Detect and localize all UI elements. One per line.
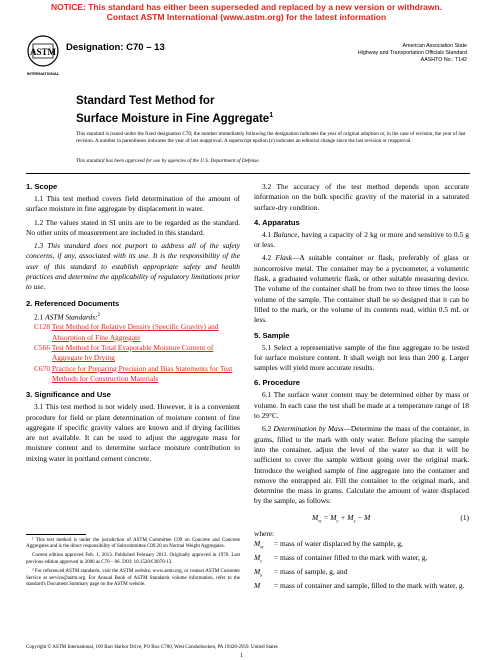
- page-number: 1: [240, 653, 243, 659]
- var-sub: w: [260, 545, 264, 551]
- equation-number: (1): [460, 512, 469, 522]
- right-column: [254, 182, 469, 595]
- flask-term: Flask: [275, 253, 292, 263]
- balance-term: Balance,: [273, 229, 300, 239]
- variable-row: [254, 539, 469, 553]
- para-6-2-text: —Determine the mass of the container, in grams, filled to the mark with only water. Before placing the sample into the container, adjust the level of the water so that it will be sufficient to cover the sample without going over the original mark. Introduce the weighed sample of fine aggregate into the container and remove the entrapped air. Fill the container to the original mark, and determine the mass in grams. Calculate the amount of water displaced by the sample, as follows:: [254, 424, 469, 506]
- reference-item[interactable]: [34, 343, 240, 364]
- reference-code-link[interactable]: C566: [34, 343, 51, 353]
- title-line-2: Surface Moisture in Fine Aggregate: [76, 112, 270, 125]
- reference-list: [26, 322, 240, 384]
- eq-lhs-sub: w: [318, 519, 322, 525]
- footnote-2-mark: 2: [97, 312, 101, 318]
- aashto-line-2: Highway and Transportation Officials Standard: [357, 50, 467, 56]
- para-4-2-num: 4.2: [262, 253, 276, 263]
- logo-wordmark: INTERNATIONAL: [26, 71, 60, 76]
- title-line-1: Standard Test Method for: [76, 95, 215, 107]
- copyright-footer: Copyright © ASTM International, 100 Barr Harbor Drive, PO Box C700, West Conshohocken, PA 19428-2959. United States: [26, 645, 278, 650]
- aashto-line-3: AASHTO No.: T142: [420, 57, 467, 63]
- header-divider: [26, 173, 470, 174]
- para-2-1-num: 2.1: [34, 312, 46, 322]
- reference-item[interactable]: [34, 322, 240, 343]
- aashto-block: [358, 43, 467, 64]
- eq-minus: − M: [355, 512, 371, 522]
- para-4-1-num: 4.1: [262, 229, 274, 239]
- footnote-1: ¹ This test method is under the jurisdiction of ASTM Committee C09 on Concrete and Concrete Aggregates and is the direct responsibility of Subcommittee C09.20 on Normal Weight Aggregates.: [26, 537, 240, 550]
- sponsor-note: This standard has been approved for use by agencies of the U.S. Department of Defense.: [76, 158, 260, 164]
- equation-1: [254, 512, 469, 526]
- para-3-1: 3.1 This test method is not widely used. However, it is a convenient procedure for field or plant determination of moisture content of fine aggregate if specific gravity values are known and if drying facilities are not available. It can be used to adjust the aggregate mass for moisture content and to determine surface moisture contribution to mixing water in portland cement concrete.: [26, 402, 240, 463]
- para-6-1: 6.1 The surface water content may be determined either by mass or volume. In each case the test shall be made at a temperature range of 18 to 29°C.: [254, 390, 469, 421]
- section-3-heading: 3. Significance and Use: [26, 390, 111, 400]
- section-1-heading: 1. Scope: [26, 182, 58, 191]
- para-6-2-num: 6.2: [262, 424, 274, 434]
- reference-code-link[interactable]: C128: [34, 322, 51, 332]
- eq-plus: + M: [338, 512, 354, 522]
- reference-code-link[interactable]: C670: [34, 363, 51, 373]
- astm-logo: [26, 33, 60, 79]
- variable-row: [254, 581, 469, 595]
- footnotes: [26, 534, 240, 589]
- var-description: = mass of water displaced by the sample, g,: [274, 539, 403, 549]
- para-4-2: [254, 253, 469, 325]
- supersession-notice: [0, 2, 493, 22]
- eq-lhs: M: [312, 512, 319, 522]
- eq-sub-s: s: [353, 519, 356, 525]
- footnote-1-edition: Current edition approved Feb. 1, 2013. Published February 2013. Originally approved in 1970. Last previous edition approved in 2006 as C70 – 06. DOI: 10.1520/C0070-13.: [26, 553, 240, 565]
- variable-definitions: [254, 539, 469, 595]
- document-title: [76, 95, 273, 126]
- para-4-1-text: having a capacity of 2 kg or more and sensitive to 0.5 g or less.: [254, 229, 469, 250]
- para-1-3: 1.3 This standard does not purport to address all of the safety concerns, if any, associated with its use. It is the responsibility of the user of this standard to establish appropriate safety and health practices and determine the applicability of regulatory limitations prior to use.: [26, 241, 240, 292]
- where-label: where:: [254, 528, 275, 538]
- para-1-1: 1.1 This test method covers field determination of the amount of surface moisture in fine aggregate by displacement in water.: [26, 194, 240, 214]
- para-3-2: 3.2 The accuracy of the test method depends upon accurate information on the bulk specific gravity of the material in a saturated surface-dry condition.: [254, 182, 469, 212]
- designation: Designation: C70 – 13: [66, 42, 165, 53]
- var-symbol: M: [254, 567, 261, 577]
- reference-title-link[interactable]: Test Method for Relative Density (Specific Gravity) and Absorption of Fine Aggregate: [51, 322, 219, 342]
- mass-method-term: Determination by Mass: [273, 424, 344, 434]
- para-5-1: 5.1 Select a representative sample of the fine aggregate to be tested for surface moisture content. It shall weigh not less than 200 g. Larger samples will yield more accurate results.: [254, 342, 469, 373]
- para-4-2-text: —A suitable container or flask, preferably of glass or noncorrosive metal. The container may be a pycnometer, a volumetric flask, a graduated volumetric flask, or other suitable measuring device. The volume of the container shall be from two to three times the loose volume of the sample. The container shall be so designed that it can be filled to the mark, or the volume of its contents read, within 0.5 mL or less.: [254, 253, 469, 325]
- astm-standards-label: ASTM Standards:: [45, 312, 98, 322]
- footnote-divider: [26, 534, 86, 535]
- variable-row: [254, 553, 469, 567]
- reference-title-link[interactable]: Practice for Preparing Precision and Bias Statements for Test Methods for Construction Materials: [51, 363, 233, 383]
- para-2-1: [26, 311, 240, 323]
- para-6-2: [254, 424, 469, 506]
- notice-line-1: NOTICE: This standard has either been superseded and replaced by a new version or withdrawn.: [50, 2, 443, 12]
- para-1-2: 1.2 The values stated in SI units are to be regarded as the standard. No other units of measurement are included in this standard.: [26, 217, 240, 237]
- var-sub: c: [260, 559, 263, 565]
- var-description: = mass of sample, g, and: [274, 567, 348, 577]
- reference-title-link[interactable]: Test Method for Total Evaporable Moisture Content of Aggregate by Drying: [51, 343, 214, 363]
- aashto-line-1: American Association State: [402, 43, 467, 49]
- var-description: = mass of container filled to the mark with water, g,: [274, 553, 428, 563]
- title-footnote-mark: 1: [269, 111, 274, 119]
- para-4-1: [254, 230, 469, 251]
- section-5-heading: 5. Sample: [254, 330, 290, 340]
- footnote-2: ² For referenced ASTM standards, visit the ASTM website, www.astm.org, or contact ASTM Customer Service at service@astm.org. For Annual Book of ASTM Standards volume information, refer to the standard's Document Summary page on the ASTM website.: [26, 568, 240, 588]
- var-description: = mass of container and sample, filled to the mark with water, g.: [274, 581, 465, 591]
- section-4-heading: 4. Apparatus: [254, 217, 300, 227]
- left-column: [26, 182, 240, 464]
- svg-text:ASTM: ASTM: [29, 47, 57, 57]
- notice-line-2: Contact ASTM International (www.astm.org) for the latest information: [106, 12, 387, 22]
- variable-row: [254, 567, 469, 581]
- issuance-note: This standard is issued under the fixed designation C70; the number immediately following the designation indicates the year of original adoption or, in the case of revision, the year of last revision. A number in parentheses indicates the year of last reapproval. A superscript epsilon (ε) indicates an editorial change since the last revision or reapproval.: [76, 131, 466, 145]
- section-6-heading: 6. Procedure: [254, 378, 301, 388]
- eq-sub-c: c: [336, 519, 339, 525]
- section-2-heading: 2. Referenced Documents: [26, 298, 120, 308]
- eq-rhs: = M: [321, 512, 337, 522]
- reference-item[interactable]: [34, 364, 240, 385]
- var-sub: s: [260, 573, 263, 579]
- var-symbol: M: [254, 581, 261, 591]
- var-symbol: M: [254, 553, 261, 563]
- var-symbol: M: [254, 539, 261, 549]
